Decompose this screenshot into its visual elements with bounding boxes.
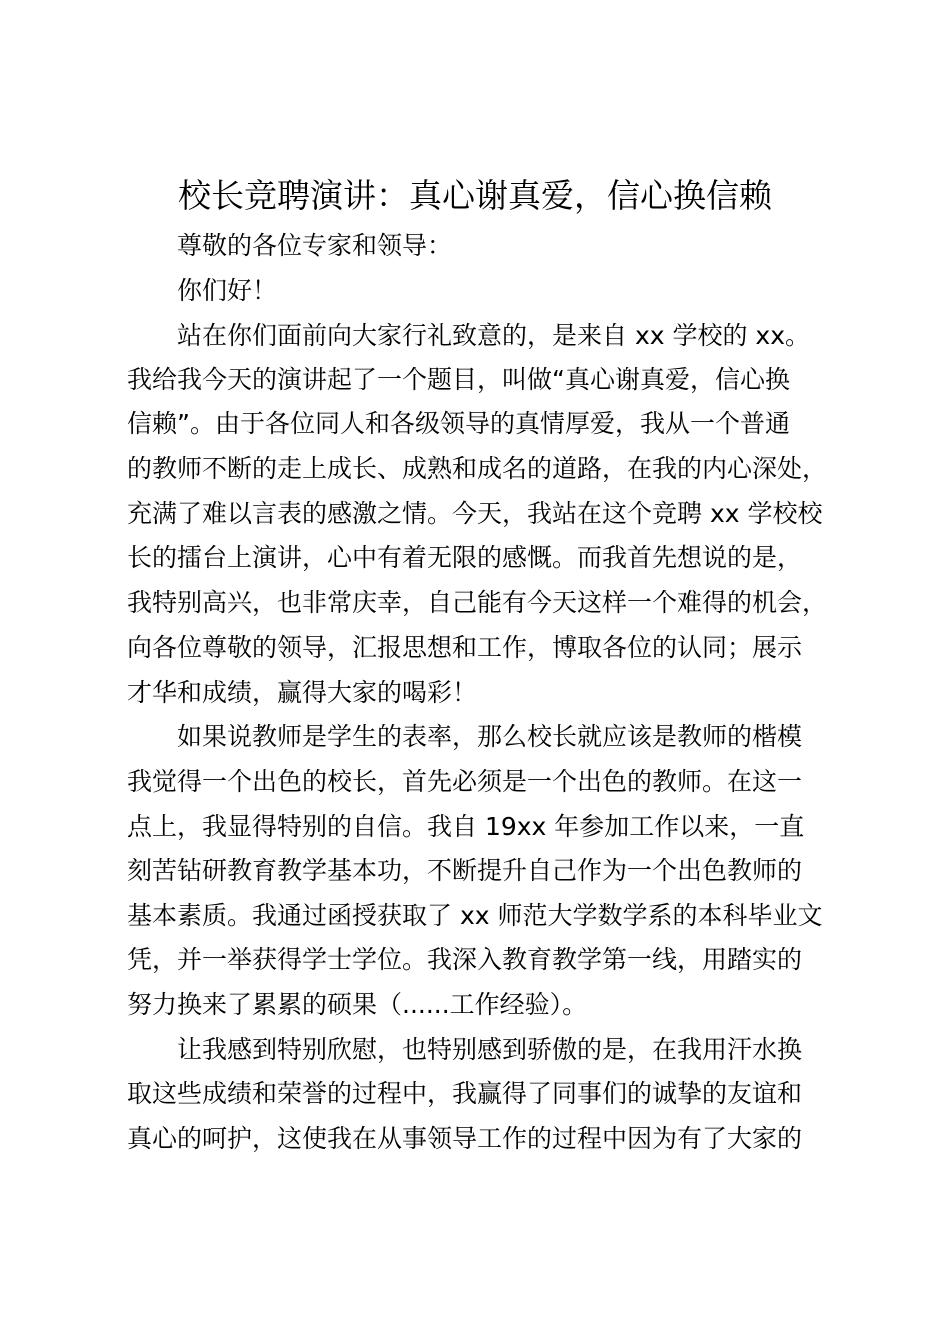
paragraph-line: 如果说教师是学生的表率，那么校长就应该是教师的楷模 [177,722,803,751]
paragraph-line: 让我感到特别欣慰，也特别感到骄傲的是，在我用汗水换 [177,1035,803,1064]
paragraph-line: 我特别高兴，也非常庆幸，自己能有今天这样一个难得的机会， [127,588,828,617]
paragraph-line: 努力换来了累累的硕果（......工作经验）。 [127,990,588,1019]
paragraph-line: 信赖”。由于各位同人和各级领导的真情厚爱，我从一个普通 [127,409,790,438]
paragraph-line: 凭，并一举获得学士学位。我深入教育教学第一线，用踏实的 [127,945,803,974]
paragraph-line: 站在你们面前向大家行礼致意的，是来自 xx 学校的 xx。 [177,321,811,350]
paragraph-line: 的教师不断的走上成长、成熟和成名的道路，在我的内心深处， [127,454,828,483]
greeting: 你们好！ [177,276,278,305]
paragraph-line: 向各位尊敬的领导，汇报思想和工作，博取各位的认同；展示 [127,633,803,662]
paragraph-line: 我给我今天的演讲起了一个题目，叫做“真心谢真爱，信心换 [127,365,790,394]
paragraph-line: 基本素质。我通过函授获取了 xx 师范大学数学系的本科毕业文 [127,901,823,930]
paragraph-line: 刻苦钻研教育教学基本功，不断提升自己作为一个出色教师的 [127,856,803,885]
paragraph-line: 取这些成绩和荣誉的过程中，我赢得了同事们的诚挚的友谊和 [127,1079,803,1108]
document-title: 校长竞聘演讲：真心谢真爱，信心换信赖 [178,176,772,215]
paragraph-line: 充满了难以言表的感激之情。今天，我站在这个竞聘 xx 学校校 [127,499,823,528]
paragraph-line: 真心的呵护，这使我在从事领导工作的过程中因为有了大家的 [127,1124,803,1153]
paragraph-line: 我觉得一个出色的校长，首先必须是一个出色的教师。在这一 [127,767,803,796]
salutation: 尊敬的各位专家和领导： [177,231,453,260]
paragraph-line: 点上，我显得特别的自信。我自 19xx 年参加工作以来，一直 [127,812,805,841]
paragraph-line: 才华和成绩，赢得大家的喝彩！ [127,678,478,707]
paragraph-line: 长的擂台上演讲，心中有着无限的感慨。而我首先想说的是， [127,543,803,572]
